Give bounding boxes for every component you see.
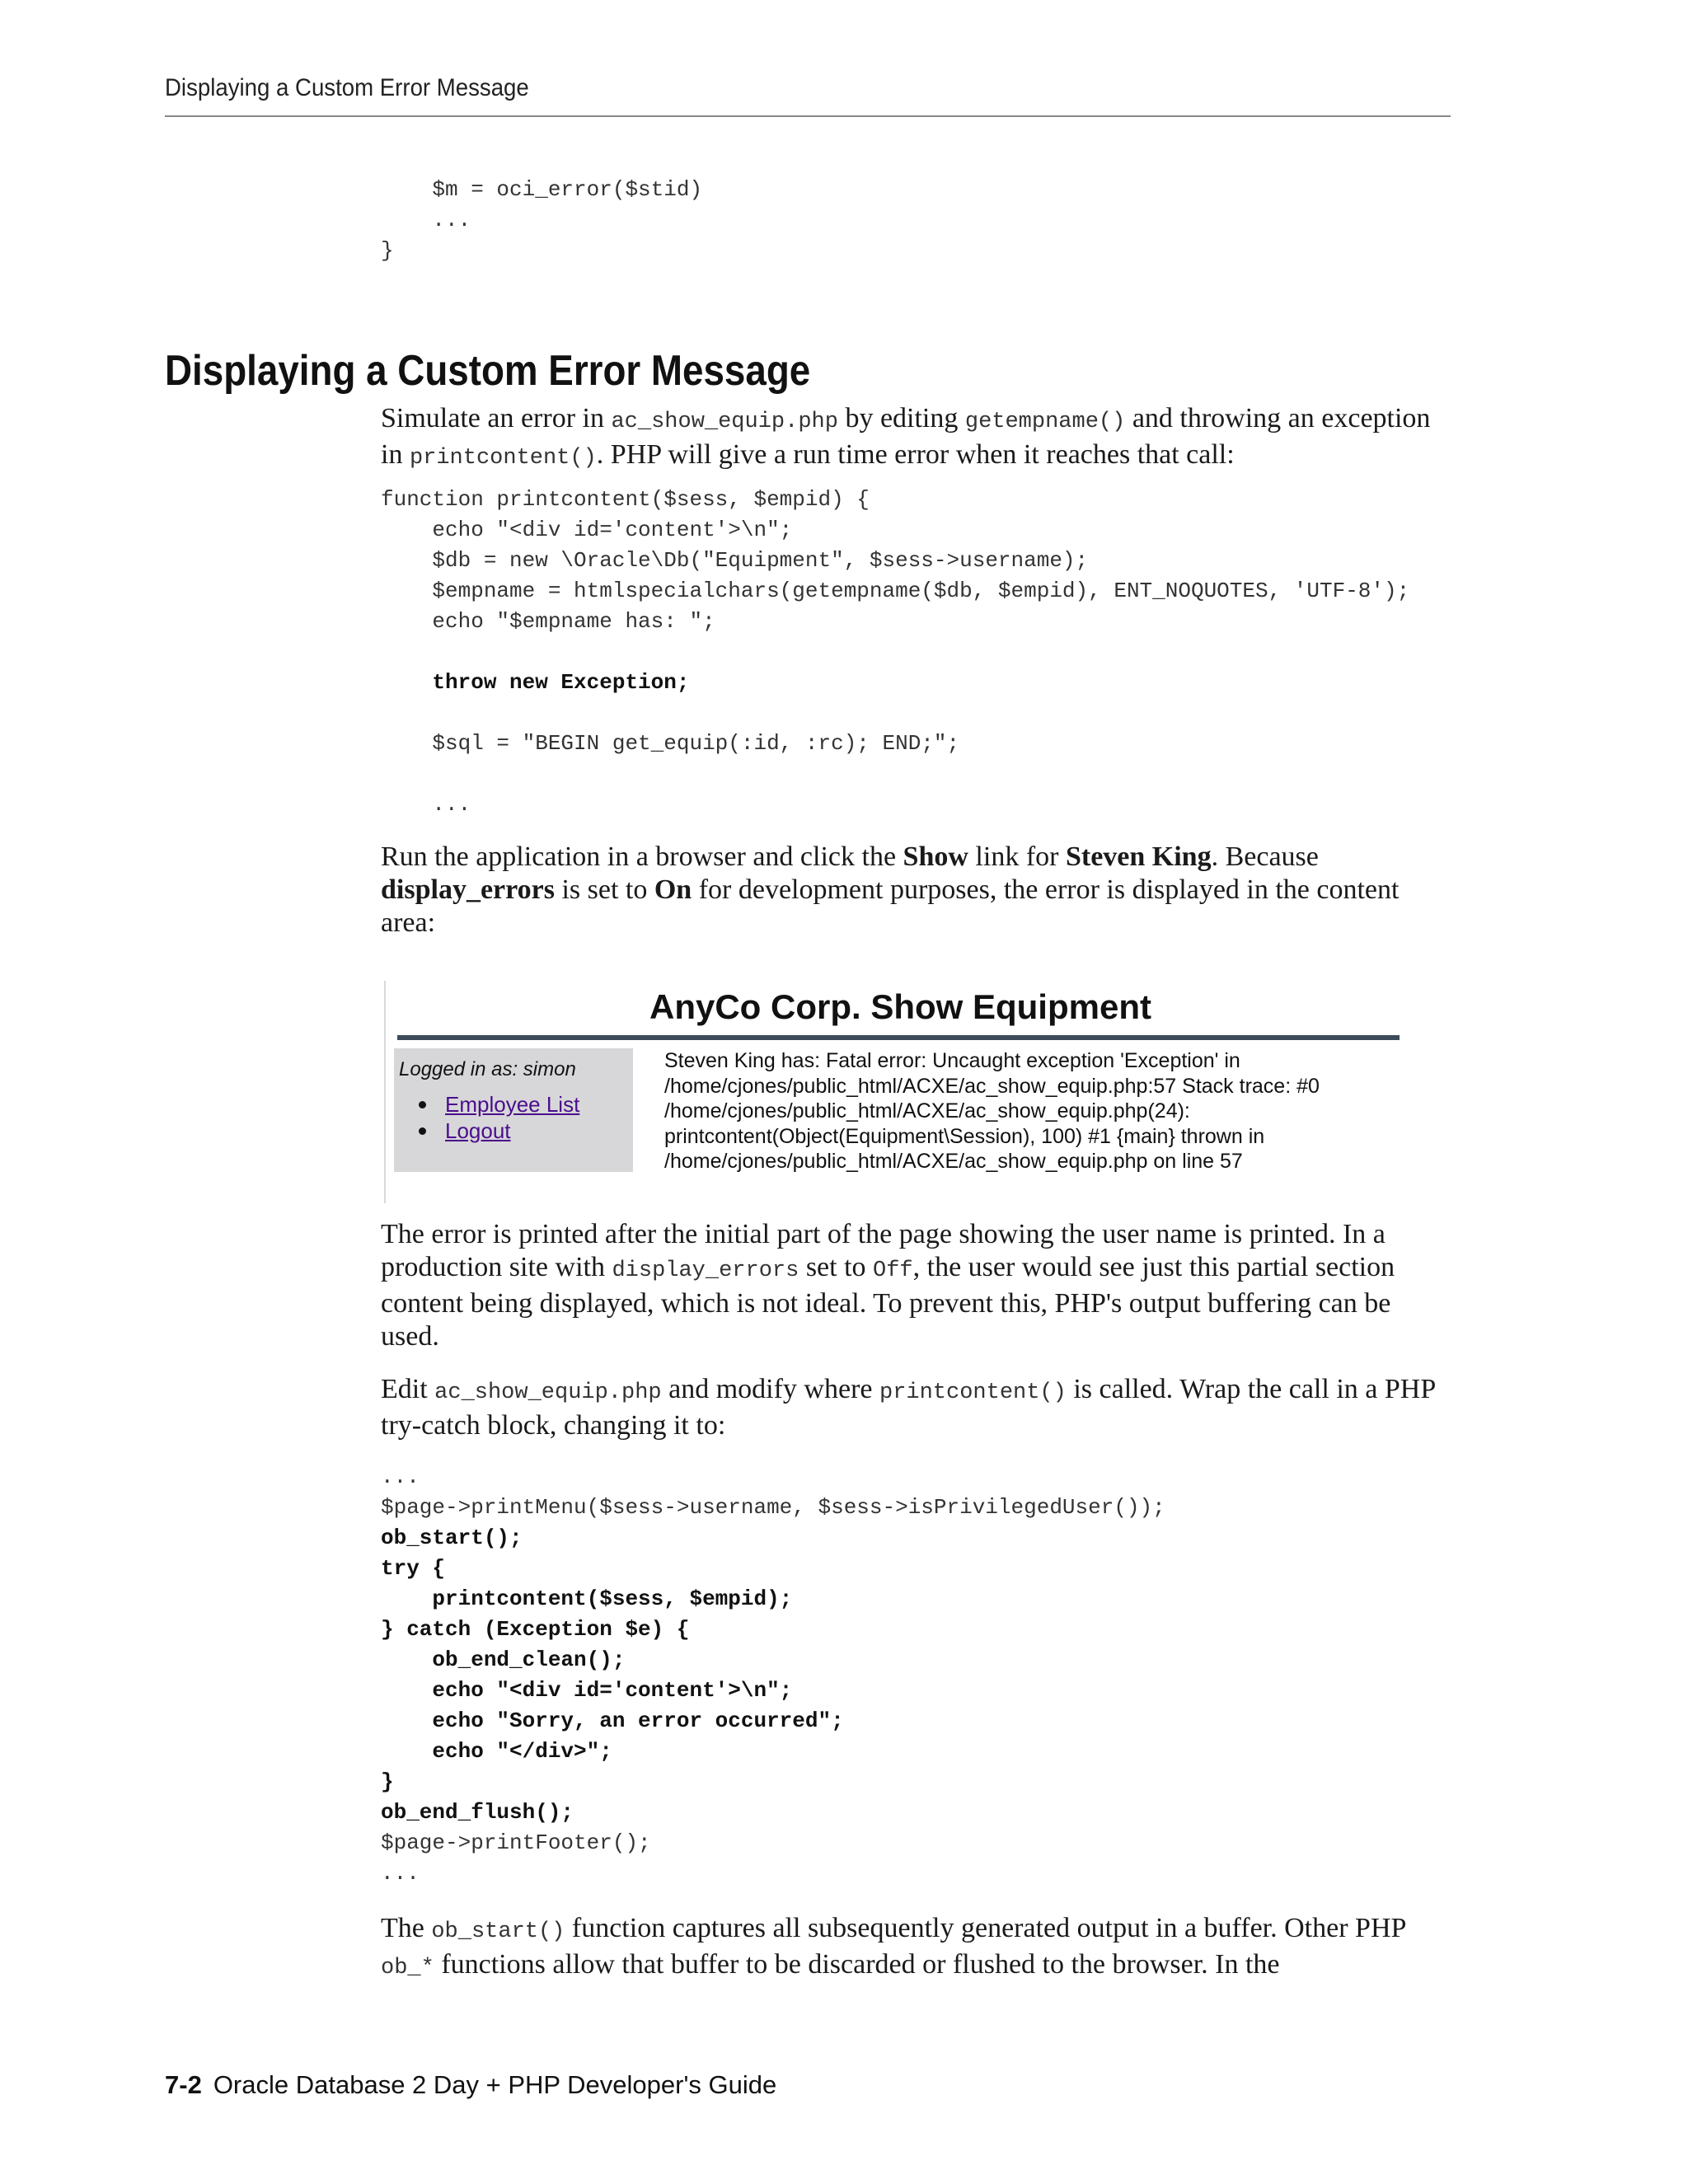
inline-code: getempname() (964, 410, 1126, 434)
text: is set to (554, 874, 654, 905)
page-number: 7-2 (165, 2070, 202, 2099)
text: Run the application in a browser and click the (381, 841, 903, 872)
code-line: echo "<div id='content'>\n"; (381, 1678, 793, 1703)
running-header: Displaying a Custom Error Message (165, 74, 529, 101)
book-title: Oracle Database 2 Day + PHP Developer's Guide (213, 2070, 777, 2099)
text: by editing (837, 403, 965, 434)
nav-item-employee-list (415, 1091, 579, 1118)
code-line: ... (381, 1465, 420, 1489)
code-line: throw new Exception; (381, 670, 690, 695)
error-line: /home/cjones/public_html/ACXE/ac_show_equip.php on line 57 (664, 1150, 1243, 1173)
text: functions allow that buffer to be discarded or flushed to the browser. In the (434, 1949, 1280, 1980)
error-line: Steven King has: Fatal error: Uncaught exception 'Exception' in (664, 1049, 1240, 1072)
code-line: printcontent($sess, $empid); (381, 1586, 793, 1611)
code-line: echo "</div>"; (381, 1739, 612, 1764)
code-line: $db = new \Oracle\Db("Equipment", $sess->username); (381, 548, 1089, 573)
inline-code: ob_start() (431, 1919, 565, 1944)
figure-error-message (664, 1048, 1390, 1174)
text: . PHP will give a run time error when it reaches that call: (596, 439, 1235, 470)
code-line: function printcontent($sess, $empid) { (381, 487, 870, 512)
inline-code: ac_show_equip.php (611, 410, 838, 434)
inline-code: printcontent() (409, 446, 597, 471)
inline-code: Off (873, 1258, 913, 1283)
text: The (381, 1913, 432, 1943)
code-block-printcontent (381, 485, 1409, 820)
bold-text: display_errors (381, 874, 555, 905)
code-line: } (381, 238, 394, 263)
code-line: ob_end_flush(); (381, 1800, 574, 1825)
ob-start-paragraph (381, 1912, 1452, 1985)
code-line: echo "Sorry, an error occurred"; (381, 1708, 844, 1733)
screenshot-figure (384, 981, 1400, 1203)
text: Edit (381, 1374, 435, 1404)
code-line: $page->printMenu($sess->username, $sess->isPrivilegedUser()); (381, 1495, 1165, 1520)
logout-link[interactable]: Logout (445, 1118, 511, 1143)
text: link for (968, 841, 1066, 872)
code-block-top (381, 175, 702, 266)
logged-in-label: Logged in as: simon (399, 1058, 576, 1080)
error-line: /home/cjones/public_html/ACXE/ac_show_equip.php(24): (664, 1099, 1190, 1122)
code-line: echo "$empname has: "; (381, 609, 715, 634)
text: , the user would see just this partial section content being displayed, which is not ideal. To prevent this, PHP's output buffering can be used. (381, 1252, 1395, 1352)
employee-list-link[interactable]: Employee List (445, 1092, 580, 1117)
error-line: printcontent(Object(Equipment\Session), 100) #1 {main} thrown in (664, 1124, 1265, 1148)
code-line: ob_start(); (381, 1526, 523, 1550)
bold-text: Steven King (1065, 841, 1212, 872)
inline-code: printcontent() (879, 1380, 1067, 1405)
code-block-try-catch (381, 1462, 1165, 1889)
figure-app-title: AnyCo Corp. Show Equipment (649, 987, 1151, 1026)
bold-text: Show (903, 841, 968, 872)
intro-paragraph (381, 402, 1452, 475)
code-line: ... (381, 1861, 420, 1886)
inline-code: display_errors (612, 1258, 799, 1283)
code-line: } (381, 1769, 394, 1794)
text: is called. Wrap the call in a PHP try-catch block, changing it to: (381, 1374, 1435, 1441)
bold-text: On (654, 874, 692, 905)
text: . Because (1211, 841, 1319, 872)
code-line: } catch (Exception $e) { (381, 1617, 690, 1642)
code-line: echo "<div id='content'>\n"; (381, 518, 793, 542)
text: and throwing an exception in (381, 403, 1431, 470)
figure-sidebar (394, 1048, 633, 1172)
code-line: $sql = "BEGIN get_equip(:id, :rc); END;"; (381, 731, 960, 756)
code-line: try { (381, 1556, 446, 1581)
page-footer (165, 2070, 776, 2100)
run-paragraph (381, 841, 1452, 940)
inline-code: ac_show_equip.php (434, 1380, 662, 1405)
code-line: ... (381, 792, 471, 817)
code-line: ob_end_clean(); (381, 1647, 626, 1672)
header-rule (165, 115, 1451, 117)
text: function captures all subsequently generated output in a buffer. Other PHP (565, 1913, 1406, 1943)
code-line: $empname = htmlspecialchars(getempname($db, $empid), ENT_NOQUOTES, 'UTF-8'); (381, 579, 1410, 603)
code-line: ... (381, 208, 471, 232)
bullet-icon (419, 1101, 426, 1108)
edit-paragraph (381, 1373, 1452, 1442)
production-paragraph (381, 1218, 1452, 1353)
text: The error is printed after the initial part of the page showing the user name is printed. In a production site with (381, 1219, 1386, 1282)
text: Simulate an error in (381, 403, 612, 434)
figure-nav-list (415, 1091, 579, 1144)
code-line: $m = oci_error($stid) (381, 177, 703, 202)
text: for development purposes, the error is displayed in the content area: (381, 874, 1400, 938)
error-line: /home/cjones/public_html/ACXE/ac_show_equip.php:57 Stack trace: #0 (664, 1074, 1320, 1098)
code-line: $page->printFooter(); (381, 1830, 651, 1855)
figure-title-bar (397, 1035, 1400, 1040)
section-heading: Displaying a Custom Error Message (165, 347, 811, 395)
text: set to (799, 1252, 874, 1282)
inline-code: ob_* (381, 1956, 434, 1980)
bullet-icon (419, 1127, 426, 1135)
text: and modify where (661, 1374, 879, 1404)
nav-item-logout (415, 1118, 579, 1144)
